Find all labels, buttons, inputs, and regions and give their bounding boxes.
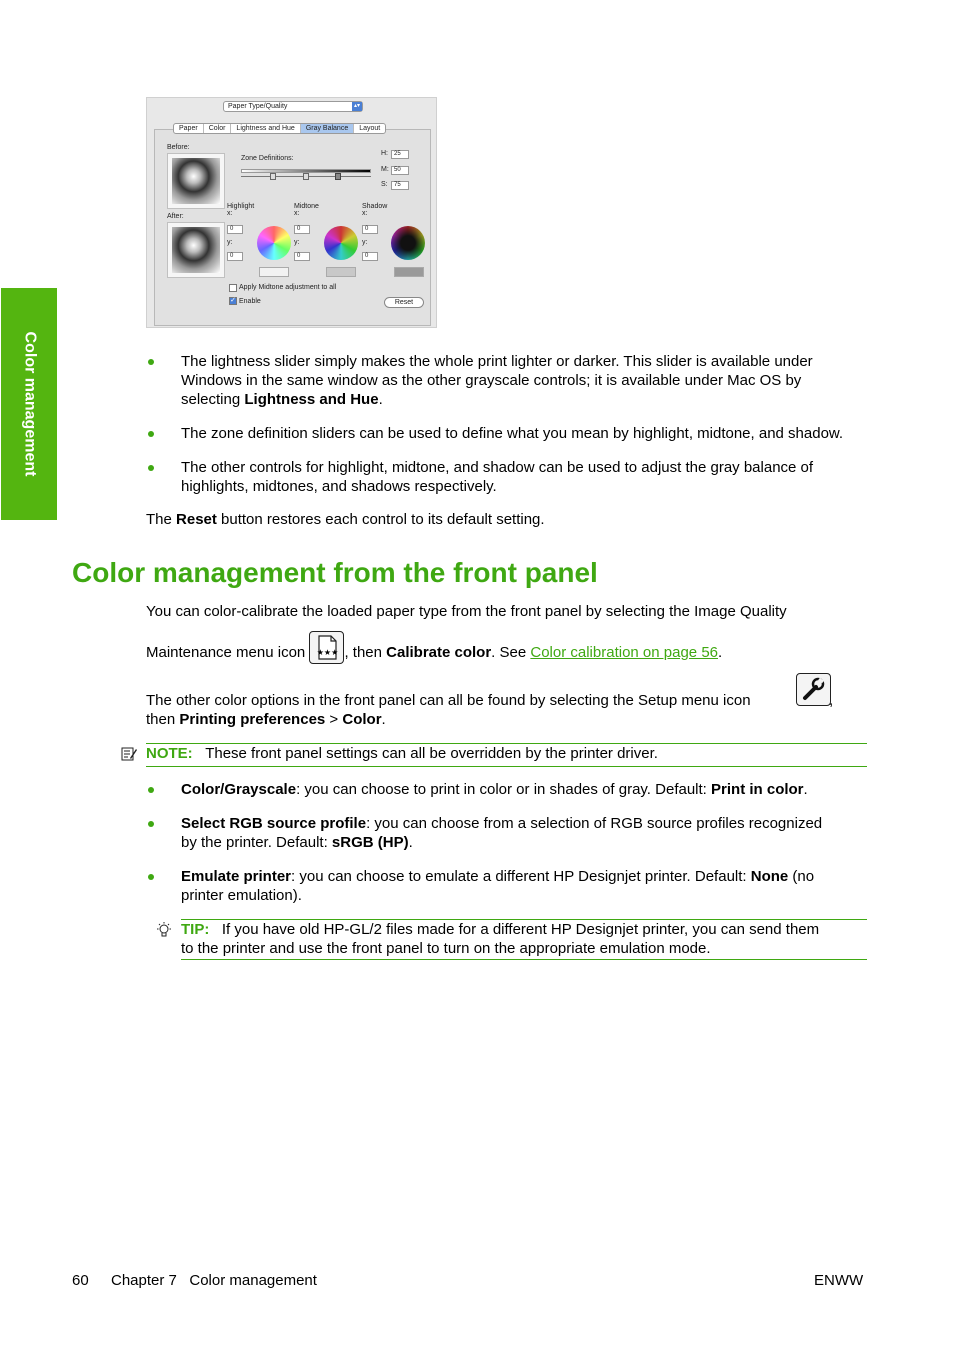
enable-label: Enable xyxy=(239,298,261,305)
paragraph-line xyxy=(146,631,866,664)
bold-term: Select RGB source profile xyxy=(181,815,367,832)
bullet-icon xyxy=(148,874,154,880)
wrench-icon xyxy=(797,674,830,705)
text-span: > xyxy=(325,711,343,728)
tab-lightness-and-hue[interactable]: Lightness and Hue xyxy=(231,124,300,133)
zone-slider-shadow-handle[interactable] xyxy=(335,173,341,180)
bullet-other-controls xyxy=(181,458,881,496)
bullet-icon xyxy=(148,821,154,827)
shadow-color-wheel[interactable] xyxy=(391,226,425,260)
text-span: . xyxy=(718,644,723,661)
midtone-x-label: x: xyxy=(294,210,300,217)
tip-icon xyxy=(155,921,173,943)
dialog-tabs xyxy=(173,123,386,134)
paragraph-line xyxy=(146,673,866,710)
m-field[interactable]: 50 xyxy=(391,166,409,175)
bold-term: Printing preferences xyxy=(179,711,326,728)
reset-paragraph xyxy=(146,510,545,529)
midtone-swatch xyxy=(326,267,356,277)
text-span: , then xyxy=(344,644,387,661)
apply-midtone-checkbox[interactable] xyxy=(229,284,237,292)
text-span: . See xyxy=(491,644,531,661)
note-block xyxy=(146,744,867,763)
text-span: The other color options in the front panel can all be found by selecting the Setup menu icon xyxy=(146,692,751,709)
bold-term: Calibrate color xyxy=(386,644,492,661)
bullet-line xyxy=(181,867,881,886)
text-span: then xyxy=(146,711,180,728)
setup-menu-icon xyxy=(796,673,831,706)
tab-gray-balance[interactable]: Gray Balance xyxy=(301,124,354,133)
bullet-emulate-printer xyxy=(181,867,881,905)
bullet-line: The other controls for highlight, midtone, and shadow can be used to adjust the gray balance of xyxy=(181,459,814,476)
image-quality-maintenance-icon xyxy=(309,631,344,664)
note-icon xyxy=(120,745,138,767)
tab-paper[interactable]: Paper xyxy=(174,124,204,133)
text-span: : you can choose from a selection of RGB source profiles recognized xyxy=(366,815,823,832)
tab-layout[interactable]: Layout xyxy=(359,125,381,132)
bullet-line: printer emulation). xyxy=(181,887,302,904)
text-span: selecting xyxy=(181,391,245,408)
bullet-line: The lightness slider simply makes the whole print lighter or darker. This slider is available under xyxy=(181,353,813,370)
note-label: NOTE: xyxy=(146,745,193,762)
bullet-icon xyxy=(148,465,154,471)
text-span: . xyxy=(803,781,808,798)
bold-term: Emulate printer xyxy=(181,868,292,885)
bullet-line: The zone definition sliders can be used to define what you mean by highlight, midtone, and shadow. xyxy=(181,425,844,442)
popup-arrows-icon: ▴▾ xyxy=(353,103,361,109)
tip-line xyxy=(181,920,881,939)
midtone-title: Midtone xyxy=(294,203,319,210)
text-span: by the printer. Default: xyxy=(181,834,332,851)
note-bottom-rule xyxy=(146,766,867,767)
bold-term: None xyxy=(750,868,789,885)
chapter-side-tab-label: Color management xyxy=(21,331,39,477)
midtone-y-field[interactable]: 0 xyxy=(294,252,310,261)
tip-line: to the printer and use the front panel to turn on the appropriate emulation mode. xyxy=(181,940,711,957)
after-preview xyxy=(167,222,225,278)
bold-term: Lightness and Hue xyxy=(244,391,379,408)
after-label: After: xyxy=(167,213,184,220)
highlight-title: Highlight xyxy=(227,203,255,210)
paper-type-popup[interactable] xyxy=(223,101,363,112)
shadow-swatch xyxy=(394,267,424,277)
tip-label: TIP: xyxy=(181,921,210,938)
section-heading: Color management from the front panel xyxy=(72,557,598,588)
chapter-side-tab xyxy=(1,288,57,520)
highlight-color-wheel[interactable] xyxy=(257,226,291,260)
highlight-x-label: x: xyxy=(227,210,233,217)
tip-bottom-rule xyxy=(181,959,867,960)
midtone-x-field[interactable]: 0 xyxy=(294,225,310,234)
s-label: S: xyxy=(381,181,388,188)
bold-term: Reset xyxy=(176,511,217,528)
reset-button[interactable]: Reset xyxy=(384,297,424,308)
paragraph-line: You can color-calibrate the loaded paper type from the front panel by selecting the Image Quality xyxy=(146,603,787,620)
text-span: : you can choose to emulate a different HP Designjet printer. Default: xyxy=(291,868,751,885)
tip-block xyxy=(181,920,881,958)
bullet-icon xyxy=(148,359,154,365)
shadow-y-field[interactable]: 0 xyxy=(362,252,378,261)
h-label: H: xyxy=(381,150,388,157)
zone-definitions-label: Zone Definitions: xyxy=(241,155,294,162)
bold-term: sRGB (HP) xyxy=(331,834,409,851)
shadow-x-label: x: xyxy=(362,210,368,217)
gray-balance-dialog xyxy=(146,97,437,328)
text-span: Maintenance menu icon xyxy=(146,644,306,661)
calibration-paragraph xyxy=(146,602,866,664)
highlight-x-field[interactable]: 0 xyxy=(227,225,243,234)
bullet-icon xyxy=(148,787,154,793)
before-sphere-image xyxy=(172,158,220,204)
lightbulb-icon xyxy=(155,921,173,939)
svg-text:★★★: ★★★ xyxy=(317,648,339,657)
bullet-icon xyxy=(148,431,154,437)
zone-slider-midtone-handle[interactable] xyxy=(303,173,309,180)
bullet-color-grayscale xyxy=(181,780,881,799)
shadow-y-label: y: xyxy=(362,239,368,246)
s-field[interactable]: 75 xyxy=(391,181,409,190)
text-span: button restores each control to its default setting. xyxy=(216,511,545,528)
highlight-swatch xyxy=(259,267,289,277)
bullet-line xyxy=(181,390,881,409)
tip-text: If you have old HP-GL/2 files made for a different HP Designjet printer, you can send them xyxy=(221,921,820,938)
paper-type-popup-value: Paper Type/Quality xyxy=(228,103,288,110)
after-sphere-image xyxy=(172,227,220,273)
tab-color[interactable]: Color xyxy=(204,124,232,133)
before-preview xyxy=(167,153,225,209)
bold-term: Color xyxy=(342,711,382,728)
shadow-title: Shadow xyxy=(362,203,388,210)
shadow-x-field[interactable]: 0 xyxy=(362,225,378,234)
before-label: Before: xyxy=(167,144,190,151)
highlight-y-label: y: xyxy=(227,239,233,246)
highlight-y-field[interactable]: 0 xyxy=(227,252,243,261)
text-span: . xyxy=(378,391,383,408)
m-label: M: xyxy=(381,166,389,173)
bullet-line: Windows in the same window as the other grayscale controls; it is available under Mac OS by xyxy=(181,372,802,389)
text-span: (no xyxy=(788,868,815,885)
paragraph-line xyxy=(146,710,866,729)
apply-midtone-label: Apply Midtone adjustment to all xyxy=(239,284,337,291)
midtone-y-label: y: xyxy=(294,239,300,246)
zone-slider-highlight-handle[interactable] xyxy=(270,173,276,180)
note-text: These front panel settings can all be overridden by the printer driver. xyxy=(205,745,658,762)
midtone-color-wheel[interactable] xyxy=(324,226,358,260)
color-calibration-link[interactable]: Color calibration on page 56 xyxy=(530,644,718,661)
h-field[interactable]: 25 xyxy=(391,150,409,159)
text-span: . xyxy=(408,834,413,851)
bold-term: Print in color xyxy=(711,781,804,798)
footer-enww: ENWW xyxy=(814,1272,864,1289)
text-span: , xyxy=(829,692,834,709)
setup-paragraph xyxy=(146,673,866,729)
document-stars-icon xyxy=(310,632,343,663)
enable-checkbox[interactable]: ✓ xyxy=(230,297,236,304)
bullet-line xyxy=(181,814,881,833)
bold-term: Color/Grayscale xyxy=(181,781,297,798)
bullet-line xyxy=(181,833,881,852)
footer-chapter: Chapter 7 Color management xyxy=(111,1272,317,1289)
text-span: : you can choose to print in color or in shades of gray. Default: xyxy=(296,781,712,798)
footer-page-number: 60 xyxy=(72,1272,89,1289)
bullet-zone-definition xyxy=(181,424,881,443)
bullet-lightness-slider xyxy=(181,352,881,409)
text-span: . xyxy=(381,711,386,728)
bullet-line: highlights, midtones, and shadows respectively. xyxy=(181,478,497,495)
note-pencil-icon xyxy=(120,745,138,763)
bullet-rgb-source-profile xyxy=(181,814,881,852)
text-span: The xyxy=(146,511,177,528)
